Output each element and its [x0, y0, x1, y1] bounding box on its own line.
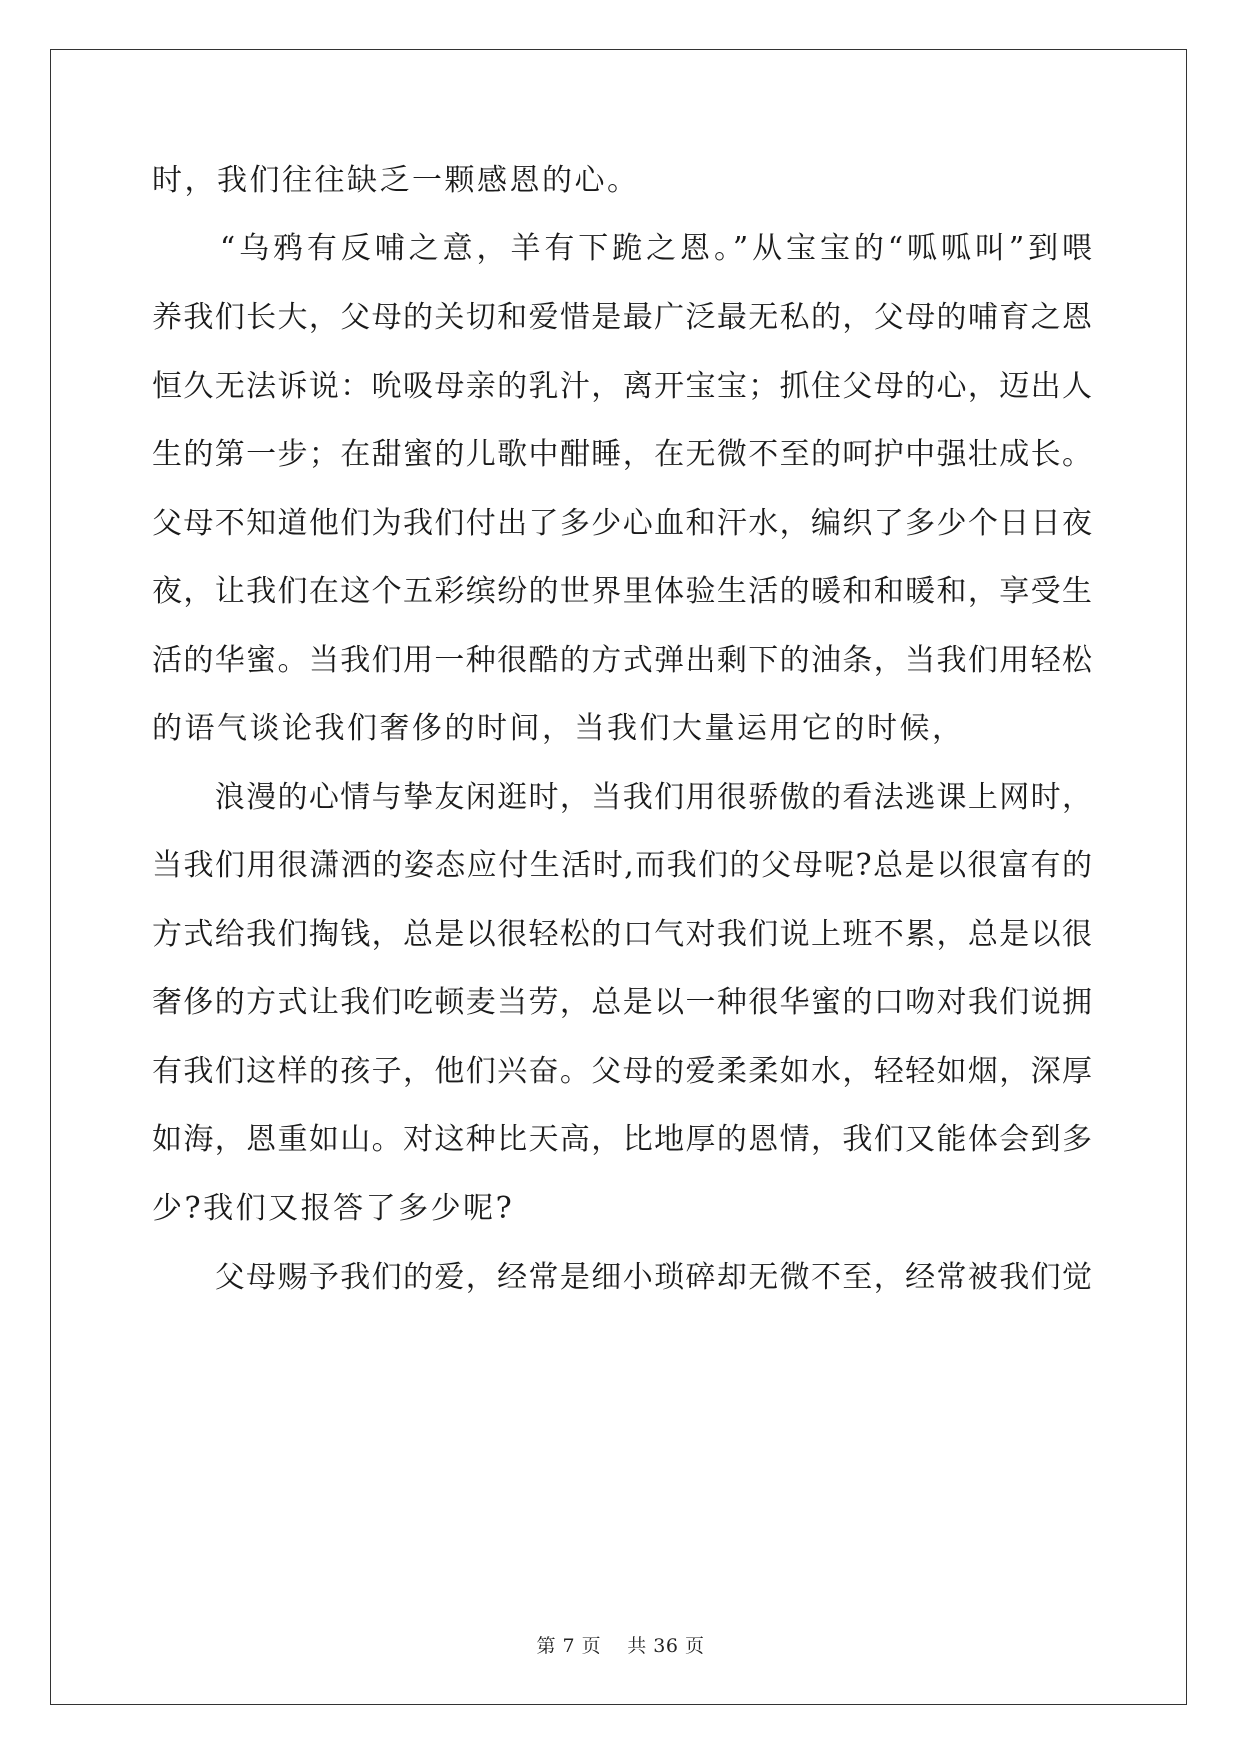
text-line: 养我们长大，父母的关切和爱惜是最广泛最无私的，父母的哺育之恩 [152, 300, 1092, 335]
text-line: “乌鸦有反哺之意，羊有下跪之恩。”从宝宝的“呱呱叫”到喂 [152, 231, 1092, 266]
text-line: 父母赐予我们的爱，经常是细小琐碎却无微不至，经常被我们觉 [152, 1260, 1092, 1295]
text-line: 的语气谈论我们奢侈的时间，当我们大量运用它的时候， [152, 711, 965, 746]
text-line: 方式给我们掏钱，总是以很轻松的口气对我们说上班不累，总是以很 [152, 917, 1092, 952]
text-line: 父母不知道他们为我们付出了多少心血和汗水，编织了多少个日日夜 [152, 506, 1092, 541]
page-number-footer: 第 7 页 共 36 页 [536, 1635, 705, 1657]
text-line: 当我们用很潇洒的姿态应付生活时,而我们的父母呢?总是以很富有的 [152, 848, 1092, 883]
text-line: 生的第一步；在甜蜜的儿歌中酣睡，在无微不至的呵护中强壮成长。 [152, 437, 1092, 472]
text-line: 活的华蜜。当我们用一种很酷的方式弹出剩下的油条，当我们用轻松 [152, 643, 1092, 678]
text-line: 夜，让我们在这个五彩缤纷的世界里体验生活的暖和和暖和，享受生 [152, 574, 1092, 609]
text-line: 恒久无法诉说：吮吸母亲的乳汁，离开宝宝；抓住父母的心，迈出人 [152, 369, 1092, 404]
text-line: 有我们这样的孩子，他们兴奋。父母的爱柔柔如水，轻轻如烟，深厚 [152, 1054, 1092, 1089]
text-line: 如海，恩重如山。对这种比天高，比地厚的恩情，我们又能体会到多 [152, 1122, 1092, 1157]
text-line: 时，我们往往缺乏一颗感恩的心。 [152, 163, 640, 198]
text-line: 少?我们又报答了多少呢? [152, 1191, 515, 1226]
text-line: 奢侈的方式让我们吃顿麦当劳，总是以一种很华蜜的口吻对我们说拥 [152, 985, 1092, 1020]
text-line: 浪漫的心情与挚友闲逛时，当我们用很骄傲的看法逃课上网时， [152, 780, 1092, 815]
